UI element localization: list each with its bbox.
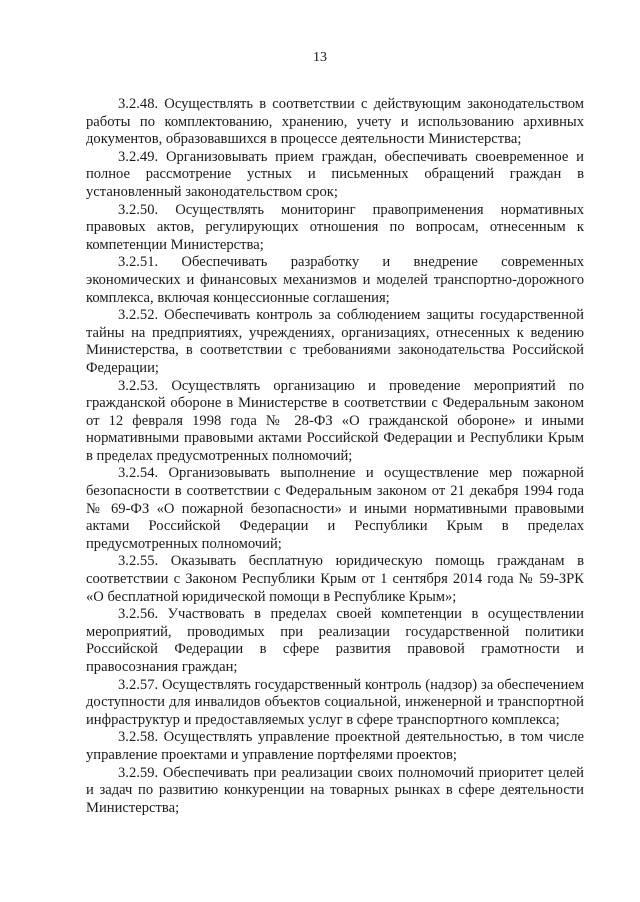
- paragraph-3-2-56: 3.2.56. Участвовать в пределах своей компетенции в осуществлении мероприятий, проводимых при реализации государственной политики Российской Федерации в сфере развития правовой грамотности и правосознания граждан;: [86, 606, 584, 675]
- page-number: 13: [313, 50, 327, 65]
- paragraph-3-2-52: 3.2.52. Обеспечивать контроль за соблюдением защиты государственной тайны на предприятиях, учреждениях, организациях, отнесенных к ведению Министерства, в соответствии с требованиями законодательства Российской Федерации;: [86, 307, 584, 376]
- paragraph-3-2-48: 3.2.48. Осуществлять в соответствии с действующим законодательством работы по комплектованию, хранению, учету и использованию архивных документов, образовавшихся в процессе деятельности Министерства;: [86, 96, 584, 148]
- paragraph-3-2-50: 3.2.50. Осуществлять мониторинг правоприменения нормативных правовых актов, регулирующих отношения по вопросам, отнесенным к компетенции Министерства;: [86, 201, 584, 253]
- paragraph-3-2-53: 3.2.53. Осуществлять организацию и проведение мероприятий по гражданской обороне в Министерстве в соответствии с Федеральным законом от 12 февраля 1998 года № 28-ФЗ «О гражданской обороне» и иными нормативными правовыми актами Российской Федерации и Республики Крым в пределах предусмотренных полномочий;: [86, 377, 584, 464]
- paragraph-3-2-55: 3.2.55. Оказывать бесплатную юридическую помощь гражданам в соответствии с Законом Республики Крым от 1 сентября 2014 года № 59-ЗРК «О бесплатной юридической помощи в Республике Крым»;: [86, 553, 584, 605]
- paragraph-3-2-51: 3.2.51. Обеспечивать разработку и внедрение современных экономических и финансовых механизмов и моделей транспортно-дорожного комплекса, включая концессионные соглашения;: [86, 254, 584, 306]
- paragraph-3-2-54: 3.2.54. Организовывать выполнение и осуществление мер пожарной безопасности в соответствии с Федеральным законом от 21 декабря 1994 года № 69-ФЗ «О пожарной безопасности» и иными нормативными правовыми актами Российской Федерации и Республики Крым в пределах предусмотренных полномочий;: [86, 465, 584, 552]
- paragraph-3-2-59: 3.2.59. Обеспечивать при реализации своих полномочий приоритет целей и задач по развитию конкуренции на товарных рынках в сфере деятельности Министерства;: [86, 764, 584, 816]
- paragraph-3-2-49: 3.2.49. Организовывать прием граждан, обеспечивать своевременное и полное рассмотрение устных и письменных обращений граждан в установленный законодательством срок;: [86, 148, 584, 200]
- paragraph-3-2-58: 3.2.58. Осуществлять управление проектной деятельностью, в том числе управление проектами и управление портфелями проектов;: [86, 729, 584, 763]
- document-body: [86, 96, 584, 817]
- paragraph-3-2-57: 3.2.57. Осуществлять государственный контроль (надзор) за обеспечением доступности для инвалидов объектов социальной, инженерной и транспортной инфраструктур и предоставляемых услуг в сфере транспортного комплекса;: [86, 676, 584, 728]
